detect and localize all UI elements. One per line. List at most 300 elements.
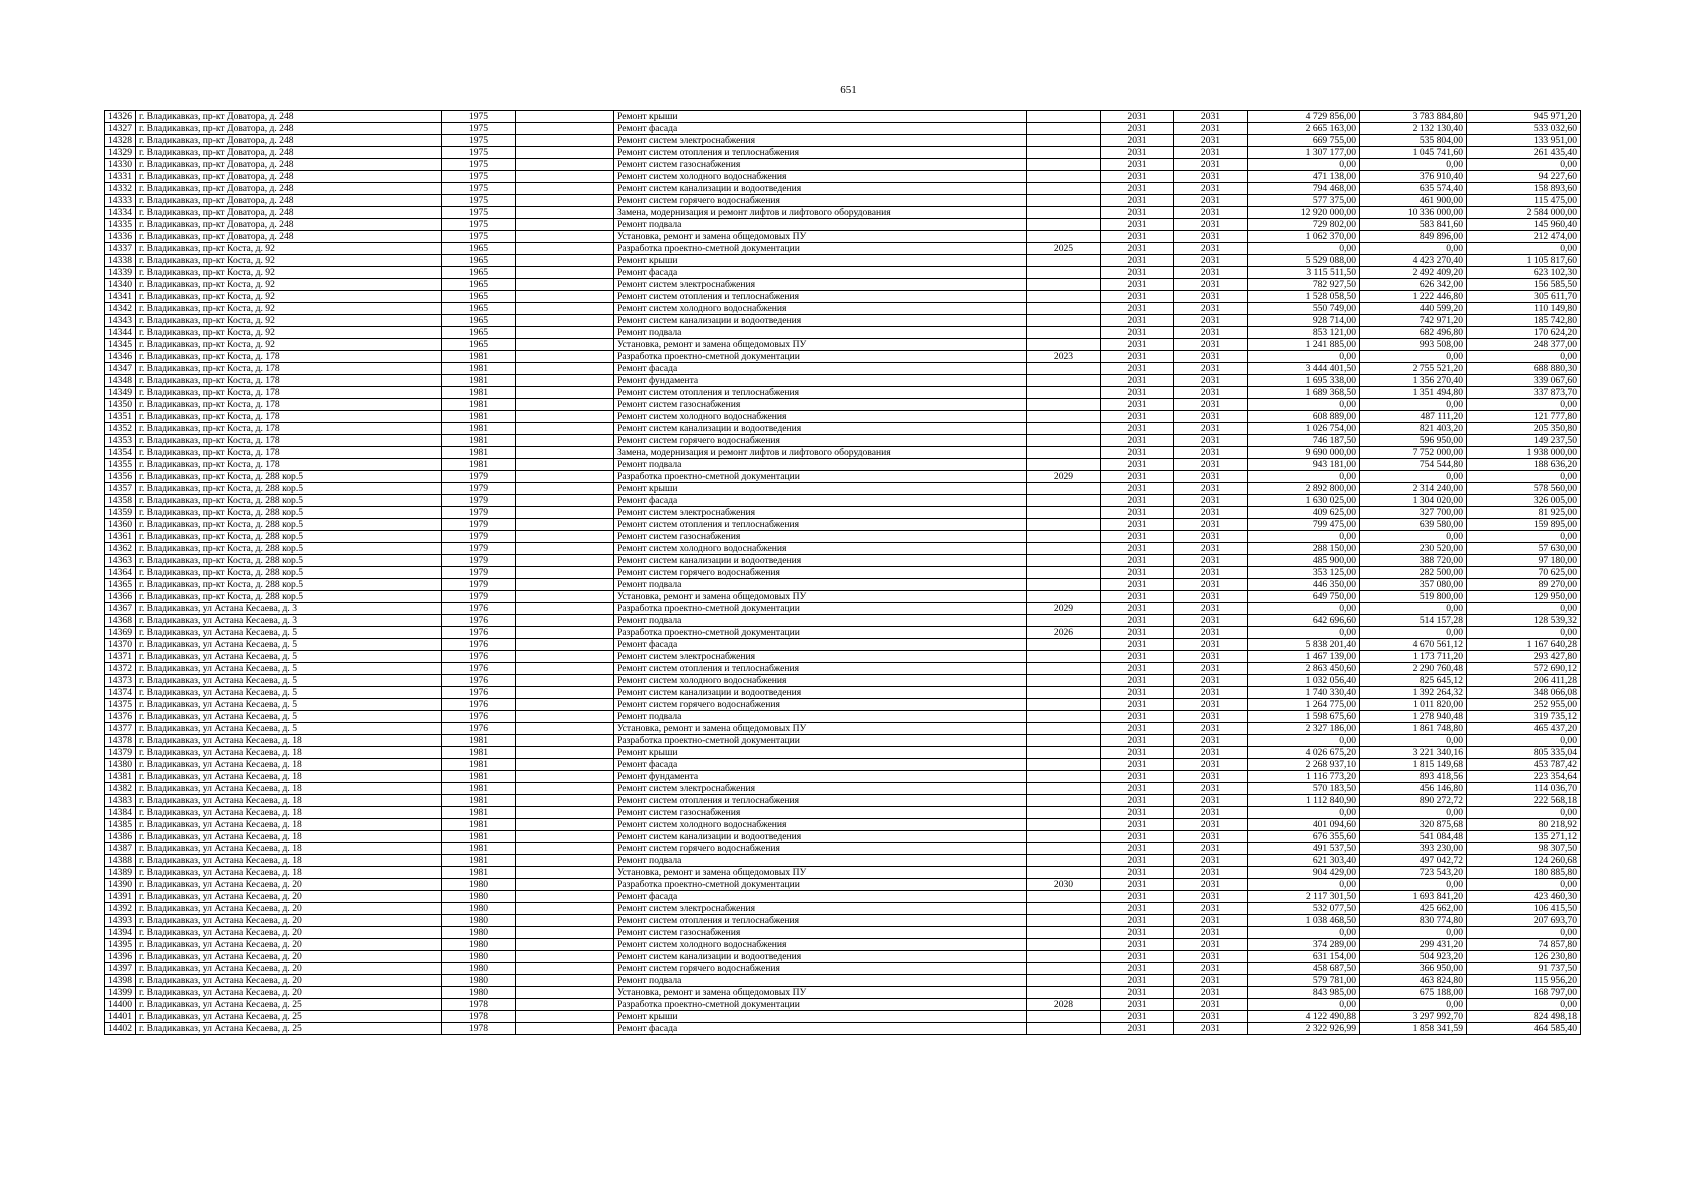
owner-cost-cell: 0,00: [1467, 351, 1581, 363]
owner-cost-cell: 110 149,80: [1467, 303, 1581, 315]
address-cell: г. Владикавказ, ул Астана Кесаева, д. 3: [136, 615, 442, 627]
row-number: 14332: [105, 183, 136, 195]
work-type-cell: Ремонт фасада: [614, 363, 1027, 375]
total-cost-cell: 2 268 937,10: [1248, 759, 1360, 771]
total-cost-cell: 676 355,60: [1248, 831, 1360, 843]
plan-start-year-cell: 2031: [1101, 231, 1174, 243]
fund-cost-cell: 4 423 270,40: [1360, 255, 1467, 267]
address-cell: г. Владикавказ, пр-кт Коста, д. 288 кор.5: [136, 543, 442, 555]
address-cell: г. Владикавказ, ул Астана Кесаева, д. 20: [136, 963, 442, 975]
empty-cell: [516, 867, 614, 879]
work-type-cell: Ремонт систем холодного водоснабжения: [614, 543, 1027, 555]
empty-cell: [516, 171, 614, 183]
address-cell: г. Владикавказ, ул Астана Кесаева, д. 20: [136, 951, 442, 963]
plan-start-year-cell: 2031: [1101, 651, 1174, 663]
address-cell: г. Владикавказ, ул Астана Кесаева, д. 25: [136, 1023, 442, 1035]
plan-start-year-cell: 2031: [1101, 543, 1174, 555]
address-cell: г. Владикавказ, ул Астана Кесаева, д. 25: [136, 1011, 442, 1023]
build-year-cell: 1976: [442, 603, 516, 615]
table-row: [105, 1011, 1581, 1023]
design-year-cell: [1027, 855, 1101, 867]
total-cost-cell: 3 444 401,50: [1248, 363, 1360, 375]
empty-cell: [516, 663, 614, 675]
total-cost-cell: 532 077,50: [1248, 903, 1360, 915]
build-year-cell: 1965: [442, 339, 516, 351]
owner-cost-cell: 465 437,20: [1467, 723, 1581, 735]
total-cost-cell: 0,00: [1248, 603, 1360, 615]
fund-cost-cell: 1 861 748,80: [1360, 723, 1467, 735]
empty-cell: [516, 627, 614, 639]
row-number: 14389: [105, 867, 136, 879]
owner-cost-cell: 115 956,20: [1467, 975, 1581, 987]
owner-cost-cell: 97 180,00: [1467, 555, 1581, 567]
row-number: 14342: [105, 303, 136, 315]
fund-cost-cell: 742 971,20: [1360, 315, 1467, 327]
row-number: 14356: [105, 471, 136, 483]
table-row: [105, 327, 1581, 339]
owner-cost-cell: 207 693,70: [1467, 915, 1581, 927]
fund-cost-cell: 2 314 240,00: [1360, 483, 1467, 495]
design-year-cell: [1027, 639, 1101, 651]
table-row: [105, 891, 1581, 903]
empty-cell: [516, 603, 614, 615]
row-number: 14371: [105, 651, 136, 663]
build-year-cell: 1981: [442, 855, 516, 867]
fund-cost-cell: 675 188,00: [1360, 987, 1467, 999]
design-year-cell: [1027, 531, 1101, 543]
owner-cost-cell: 133 951,00: [1467, 135, 1581, 147]
address-cell: г. Владикавказ, ул Астана Кесаева, д. 5: [136, 651, 442, 663]
design-year-cell: [1027, 891, 1101, 903]
owner-cost-cell: 305 611,70: [1467, 291, 1581, 303]
table-row: [105, 711, 1581, 723]
row-number: 14335: [105, 219, 136, 231]
address-cell: г. Владикавказ, пр-кт Коста, д. 92: [136, 339, 442, 351]
work-type-cell: Ремонт систем канализации и водоотведения: [614, 555, 1027, 567]
empty-cell: [516, 435, 614, 447]
empty-cell: [516, 411, 614, 423]
build-year-cell: 1965: [442, 291, 516, 303]
address-cell: г. Владикавказ, пр-кт Доватора, д. 248: [136, 183, 442, 195]
owner-cost-cell: 114 036,70: [1467, 783, 1581, 795]
plan-end-year-cell: 2031: [1174, 483, 1248, 495]
row-number: 14353: [105, 435, 136, 447]
design-year-cell: 2030: [1027, 879, 1101, 891]
owner-cost-cell: 98 307,50: [1467, 843, 1581, 855]
plan-start-year-cell: 2031: [1101, 315, 1174, 327]
owner-cost-cell: 145 960,40: [1467, 219, 1581, 231]
plan-end-year-cell: 2031: [1174, 879, 1248, 891]
plan-end-year-cell: 2031: [1174, 195, 1248, 207]
total-cost-cell: 2 117 301,50: [1248, 891, 1360, 903]
plan-start-year-cell: 2031: [1101, 339, 1174, 351]
address-cell: г. Владикавказ, пр-кт Коста, д. 178: [136, 447, 442, 459]
build-year-cell: 1981: [442, 447, 516, 459]
build-year-cell: 1981: [442, 459, 516, 471]
plan-start-year-cell: 2031: [1101, 819, 1174, 831]
empty-cell: [516, 507, 614, 519]
work-type-cell: Ремонт крыши: [614, 111, 1027, 123]
plan-end-year-cell: 2031: [1174, 399, 1248, 411]
owner-cost-cell: 106 415,50: [1467, 903, 1581, 915]
build-year-cell: 1980: [442, 927, 516, 939]
address-cell: г. Владикавказ, пр-кт Коста, д. 288 кор.5: [136, 495, 442, 507]
plan-end-year-cell: 2031: [1174, 723, 1248, 735]
work-type-cell: Ремонт подвала: [614, 975, 1027, 987]
table-row: [105, 1023, 1581, 1035]
address-cell: г. Владикавказ, пр-кт Доватора, д. 248: [136, 231, 442, 243]
owner-cost-cell: 293 427,80: [1467, 651, 1581, 663]
empty-cell: [516, 207, 614, 219]
address-cell: г. Владикавказ, пр-кт Коста, д. 92: [136, 303, 442, 315]
owner-cost-cell: 261 435,40: [1467, 147, 1581, 159]
empty-cell: [516, 471, 614, 483]
plan-start-year-cell: 2031: [1101, 519, 1174, 531]
empty-cell: [516, 927, 614, 939]
plan-start-year-cell: 2031: [1101, 699, 1174, 711]
fund-cost-cell: 461 900,00: [1360, 195, 1467, 207]
row-number: 14347: [105, 363, 136, 375]
build-year-cell: 1965: [442, 255, 516, 267]
row-number: 14338: [105, 255, 136, 267]
fund-cost-cell: 1 858 341,59: [1360, 1023, 1467, 1035]
build-year-cell: 1975: [442, 219, 516, 231]
fund-cost-cell: 890 272,72: [1360, 795, 1467, 807]
total-cost-cell: 0,00: [1248, 243, 1360, 255]
work-type-cell: Ремонт крыши: [614, 1011, 1027, 1023]
total-cost-cell: 1 032 056,40: [1248, 675, 1360, 687]
address-cell: г. Владикавказ, пр-кт Коста, д. 178: [136, 435, 442, 447]
plan-end-year-cell: 2031: [1174, 759, 1248, 771]
row-number: 14346: [105, 351, 136, 363]
work-type-cell: Ремонт фасада: [614, 891, 1027, 903]
fund-cost-cell: 821 403,20: [1360, 423, 1467, 435]
row-number: 14329: [105, 147, 136, 159]
total-cost-cell: 843 985,00: [1248, 987, 1360, 999]
address-cell: г. Владикавказ, пр-кт Коста, д. 288 кор.5: [136, 567, 442, 579]
fund-cost-cell: 425 662,00: [1360, 903, 1467, 915]
empty-cell: [516, 951, 614, 963]
fund-cost-cell: 825 645,12: [1360, 675, 1467, 687]
row-number: 14363: [105, 555, 136, 567]
empty-cell: [516, 1023, 614, 1035]
work-type-cell: Ремонт систем горячего водоснабжения: [614, 567, 1027, 579]
plan-start-year-cell: 2031: [1101, 483, 1174, 495]
build-year-cell: 1979: [442, 531, 516, 543]
address-cell: г. Владикавказ, ул Астана Кесаева, д. 18: [136, 783, 442, 795]
plan-end-year-cell: 2031: [1174, 111, 1248, 123]
build-year-cell: 1976: [442, 651, 516, 663]
table-row: [105, 123, 1581, 135]
total-cost-cell: 943 181,00: [1248, 459, 1360, 471]
design-year-cell: [1027, 219, 1101, 231]
plan-start-year-cell: 2031: [1101, 879, 1174, 891]
design-year-cell: [1027, 171, 1101, 183]
work-type-cell: Ремонт подвала: [614, 459, 1027, 471]
fund-cost-cell: 282 500,00: [1360, 567, 1467, 579]
row-number: 14374: [105, 687, 136, 699]
plan-start-year-cell: 2031: [1101, 891, 1174, 903]
owner-cost-cell: 89 270,00: [1467, 579, 1581, 591]
fund-cost-cell: 2 755 521,20: [1360, 363, 1467, 375]
plan-start-year-cell: 2031: [1101, 975, 1174, 987]
plan-end-year-cell: 2031: [1174, 795, 1248, 807]
total-cost-cell: 1 740 330,40: [1248, 687, 1360, 699]
address-cell: г. Владикавказ, пр-кт Коста, д. 92: [136, 279, 442, 291]
plan-end-year-cell: 2031: [1174, 303, 1248, 315]
work-type-cell: Разработка проектно-сметной документации: [614, 603, 1027, 615]
plan-end-year-cell: 2031: [1174, 639, 1248, 651]
owner-cost-cell: 623 102,30: [1467, 267, 1581, 279]
build-year-cell: 1981: [442, 387, 516, 399]
empty-cell: [516, 183, 614, 195]
table-row: [105, 315, 1581, 327]
empty-cell: [516, 447, 614, 459]
row-number: 14386: [105, 831, 136, 843]
fund-cost-cell: 388 720,00: [1360, 555, 1467, 567]
address-cell: г. Владикавказ, пр-кт Коста, д. 178: [136, 351, 442, 363]
empty-cell: [516, 759, 614, 771]
address-cell: г. Владикавказ, ул Астана Кесаева, д. 18: [136, 759, 442, 771]
owner-cost-cell: 1 938 000,00: [1467, 447, 1581, 459]
owner-cost-cell: 159 895,00: [1467, 519, 1581, 531]
plan-end-year-cell: 2031: [1174, 579, 1248, 591]
design-year-cell: [1027, 807, 1101, 819]
empty-cell: [516, 483, 614, 495]
owner-cost-cell: 205 350,80: [1467, 423, 1581, 435]
build-year-cell: 1978: [442, 1011, 516, 1023]
work-type-cell: Ремонт подвала: [614, 615, 1027, 627]
empty-cell: [516, 855, 614, 867]
plan-start-year-cell: 2031: [1101, 795, 1174, 807]
row-number: 14381: [105, 771, 136, 783]
build-year-cell: 1979: [442, 519, 516, 531]
table-row: [105, 855, 1581, 867]
owner-cost-cell: 57 630,00: [1467, 543, 1581, 555]
row-number: 14357: [105, 483, 136, 495]
row-number: 14365: [105, 579, 136, 591]
total-cost-cell: 4 122 490,88: [1248, 1011, 1360, 1023]
design-year-cell: [1027, 279, 1101, 291]
design-year-cell: [1027, 363, 1101, 375]
plan-end-year-cell: 2031: [1174, 555, 1248, 567]
row-number: 14391: [105, 891, 136, 903]
owner-cost-cell: 0,00: [1467, 735, 1581, 747]
total-cost-cell: 1 241 885,00: [1248, 339, 1360, 351]
work-type-cell: Ремонт систем холодного водоснабжения: [614, 819, 1027, 831]
build-year-cell: 1976: [442, 711, 516, 723]
total-cost-cell: 0,00: [1248, 159, 1360, 171]
empty-cell: [516, 399, 614, 411]
table-row: [105, 267, 1581, 279]
plan-end-year-cell: 2031: [1174, 471, 1248, 483]
build-year-cell: 1975: [442, 231, 516, 243]
work-type-cell: Ремонт фасада: [614, 759, 1027, 771]
work-type-cell: Установка, ремонт и замена общедомовых ПУ: [614, 339, 1027, 351]
empty-cell: [516, 819, 614, 831]
design-year-cell: 2025: [1027, 243, 1101, 255]
empty-cell: [516, 807, 614, 819]
plan-start-year-cell: 2031: [1101, 399, 1174, 411]
build-year-cell: 1976: [442, 675, 516, 687]
plan-start-year-cell: 2031: [1101, 711, 1174, 723]
fund-cost-cell: 993 508,00: [1360, 339, 1467, 351]
owner-cost-cell: 115 475,00: [1467, 195, 1581, 207]
total-cost-cell: 570 183,50: [1248, 783, 1360, 795]
plan-end-year-cell: 2031: [1174, 315, 1248, 327]
fund-cost-cell: 2 492 409,20: [1360, 267, 1467, 279]
plan-start-year-cell: 2031: [1101, 687, 1174, 699]
build-year-cell: 1980: [442, 951, 516, 963]
address-cell: г. Владикавказ, ул Астана Кесаева, д. 20: [136, 975, 442, 987]
row-number: 14337: [105, 243, 136, 255]
owner-cost-cell: 180 885,80: [1467, 867, 1581, 879]
plan-start-year-cell: 2031: [1101, 627, 1174, 639]
total-cost-cell: 0,00: [1248, 471, 1360, 483]
build-year-cell: 1975: [442, 159, 516, 171]
table-row: [105, 555, 1581, 567]
total-cost-cell: 1 467 139,00: [1248, 651, 1360, 663]
fund-cost-cell: 1 693 841,20: [1360, 891, 1467, 903]
plan-end-year-cell: 2031: [1174, 291, 1248, 303]
empty-cell: [516, 231, 614, 243]
row-number: 14360: [105, 519, 136, 531]
address-cell: г. Владикавказ, пр-кт Коста, д. 288 кор.5: [136, 471, 442, 483]
owner-cost-cell: 121 777,80: [1467, 411, 1581, 423]
total-cost-cell: 669 755,00: [1248, 135, 1360, 147]
fund-cost-cell: 1 356 270,40: [1360, 375, 1467, 387]
address-cell: г. Владикавказ, ул Астана Кесаева, д. 5: [136, 627, 442, 639]
plan-end-year-cell: 2031: [1174, 891, 1248, 903]
build-year-cell: 1978: [442, 1023, 516, 1035]
fund-cost-cell: 583 841,60: [1360, 219, 1467, 231]
plan-start-year-cell: 2031: [1101, 1011, 1174, 1023]
plan-start-year-cell: 2031: [1101, 255, 1174, 267]
fund-cost-cell: 366 950,00: [1360, 963, 1467, 975]
table-row: [105, 111, 1581, 123]
work-type-cell: Ремонт подвала: [614, 711, 1027, 723]
table-row: [105, 783, 1581, 795]
address-cell: г. Владикавказ, ул Астана Кесаева, д. 18: [136, 735, 442, 747]
plan-end-year-cell: 2031: [1174, 507, 1248, 519]
fund-cost-cell: 230 520,00: [1360, 543, 1467, 555]
total-cost-cell: 642 696,60: [1248, 615, 1360, 627]
empty-cell: [516, 963, 614, 975]
total-cost-cell: 1 528 058,50: [1248, 291, 1360, 303]
address-cell: г. Владикавказ, ул Астана Кесаева, д. 20: [136, 915, 442, 927]
total-cost-cell: 2 892 800,00: [1248, 483, 1360, 495]
total-cost-cell: 1 112 840,90: [1248, 795, 1360, 807]
fund-cost-cell: 535 804,00: [1360, 135, 1467, 147]
plan-start-year-cell: 2031: [1101, 171, 1174, 183]
owner-cost-cell: 0,00: [1467, 999, 1581, 1011]
plan-start-year-cell: 2031: [1101, 867, 1174, 879]
plan-end-year-cell: 2031: [1174, 171, 1248, 183]
address-cell: г. Владикавказ, пр-кт Доватора, д. 248: [136, 171, 442, 183]
address-cell: г. Владикавказ, пр-кт Коста, д. 178: [136, 459, 442, 471]
address-cell: г. Владикавказ, пр-кт Доватора, д. 248: [136, 123, 442, 135]
plan-start-year-cell: 2031: [1101, 183, 1174, 195]
owner-cost-cell: 0,00: [1467, 471, 1581, 483]
design-year-cell: [1027, 147, 1101, 159]
empty-cell: [516, 795, 614, 807]
owner-cost-cell: 188 636,20: [1467, 459, 1581, 471]
total-cost-cell: 0,00: [1248, 627, 1360, 639]
build-year-cell: 1979: [442, 591, 516, 603]
build-year-cell: 1981: [442, 771, 516, 783]
empty-cell: [516, 639, 614, 651]
total-cost-cell: 353 125,00: [1248, 567, 1360, 579]
design-year-cell: 2023: [1027, 351, 1101, 363]
total-cost-cell: 746 187,50: [1248, 435, 1360, 447]
owner-cost-cell: 223 354,64: [1467, 771, 1581, 783]
owner-cost-cell: 0,00: [1467, 927, 1581, 939]
work-type-cell: Ремонт систем электроснабжения: [614, 783, 1027, 795]
plan-start-year-cell: 2031: [1101, 579, 1174, 591]
table-row: [105, 879, 1581, 891]
design-year-cell: [1027, 759, 1101, 771]
table-row: [105, 435, 1581, 447]
row-number: 14384: [105, 807, 136, 819]
total-cost-cell: 799 475,00: [1248, 519, 1360, 531]
plan-end-year-cell: 2031: [1174, 987, 1248, 999]
work-type-cell: Ремонт систем канализации и водоотведения: [614, 831, 1027, 843]
total-cost-cell: 0,00: [1248, 351, 1360, 363]
fund-cost-cell: 596 950,00: [1360, 435, 1467, 447]
empty-cell: [516, 579, 614, 591]
build-year-cell: 1980: [442, 903, 516, 915]
design-year-cell: [1027, 303, 1101, 315]
row-number: 14402: [105, 1023, 136, 1035]
owner-cost-cell: 129 950,00: [1467, 591, 1581, 603]
design-year-cell: [1027, 507, 1101, 519]
design-year-cell: 2026: [1027, 627, 1101, 639]
row-number: 14333: [105, 195, 136, 207]
address-cell: г. Владикавказ, ул Астана Кесаева, д. 5: [136, 711, 442, 723]
plan-start-year-cell: 2031: [1101, 771, 1174, 783]
total-cost-cell: 579 781,00: [1248, 975, 1360, 987]
empty-cell: [516, 387, 614, 399]
work-type-cell: Ремонт крыши: [614, 483, 1027, 495]
row-number: 14398: [105, 975, 136, 987]
plan-start-year-cell: 2031: [1101, 447, 1174, 459]
row-number: 14345: [105, 339, 136, 351]
total-cost-cell: 550 749,00: [1248, 303, 1360, 315]
work-type-cell: Ремонт систем отопления и теплоснабжения: [614, 291, 1027, 303]
empty-cell: [516, 375, 614, 387]
design-year-cell: [1027, 783, 1101, 795]
design-year-cell: [1027, 795, 1101, 807]
plan-end-year-cell: 2031: [1174, 459, 1248, 471]
table-row: [105, 687, 1581, 699]
work-type-cell: Ремонт систем электроснабжения: [614, 279, 1027, 291]
owner-cost-cell: 337 873,70: [1467, 387, 1581, 399]
empty-cell: [516, 735, 614, 747]
build-year-cell: 1979: [442, 567, 516, 579]
plan-start-year-cell: 2031: [1101, 531, 1174, 543]
empty-cell: [516, 267, 614, 279]
plan-end-year-cell: 2031: [1174, 387, 1248, 399]
design-year-cell: [1027, 987, 1101, 999]
plan-end-year-cell: 2031: [1174, 855, 1248, 867]
row-number: 14385: [105, 819, 136, 831]
fund-cost-cell: 0,00: [1360, 471, 1467, 483]
total-cost-cell: 491 537,50: [1248, 843, 1360, 855]
table-row: [105, 843, 1581, 855]
address-cell: г. Владикавказ, ул Астана Кесаева, д. 5: [136, 639, 442, 651]
design-year-cell: [1027, 207, 1101, 219]
table-row: [105, 483, 1581, 495]
